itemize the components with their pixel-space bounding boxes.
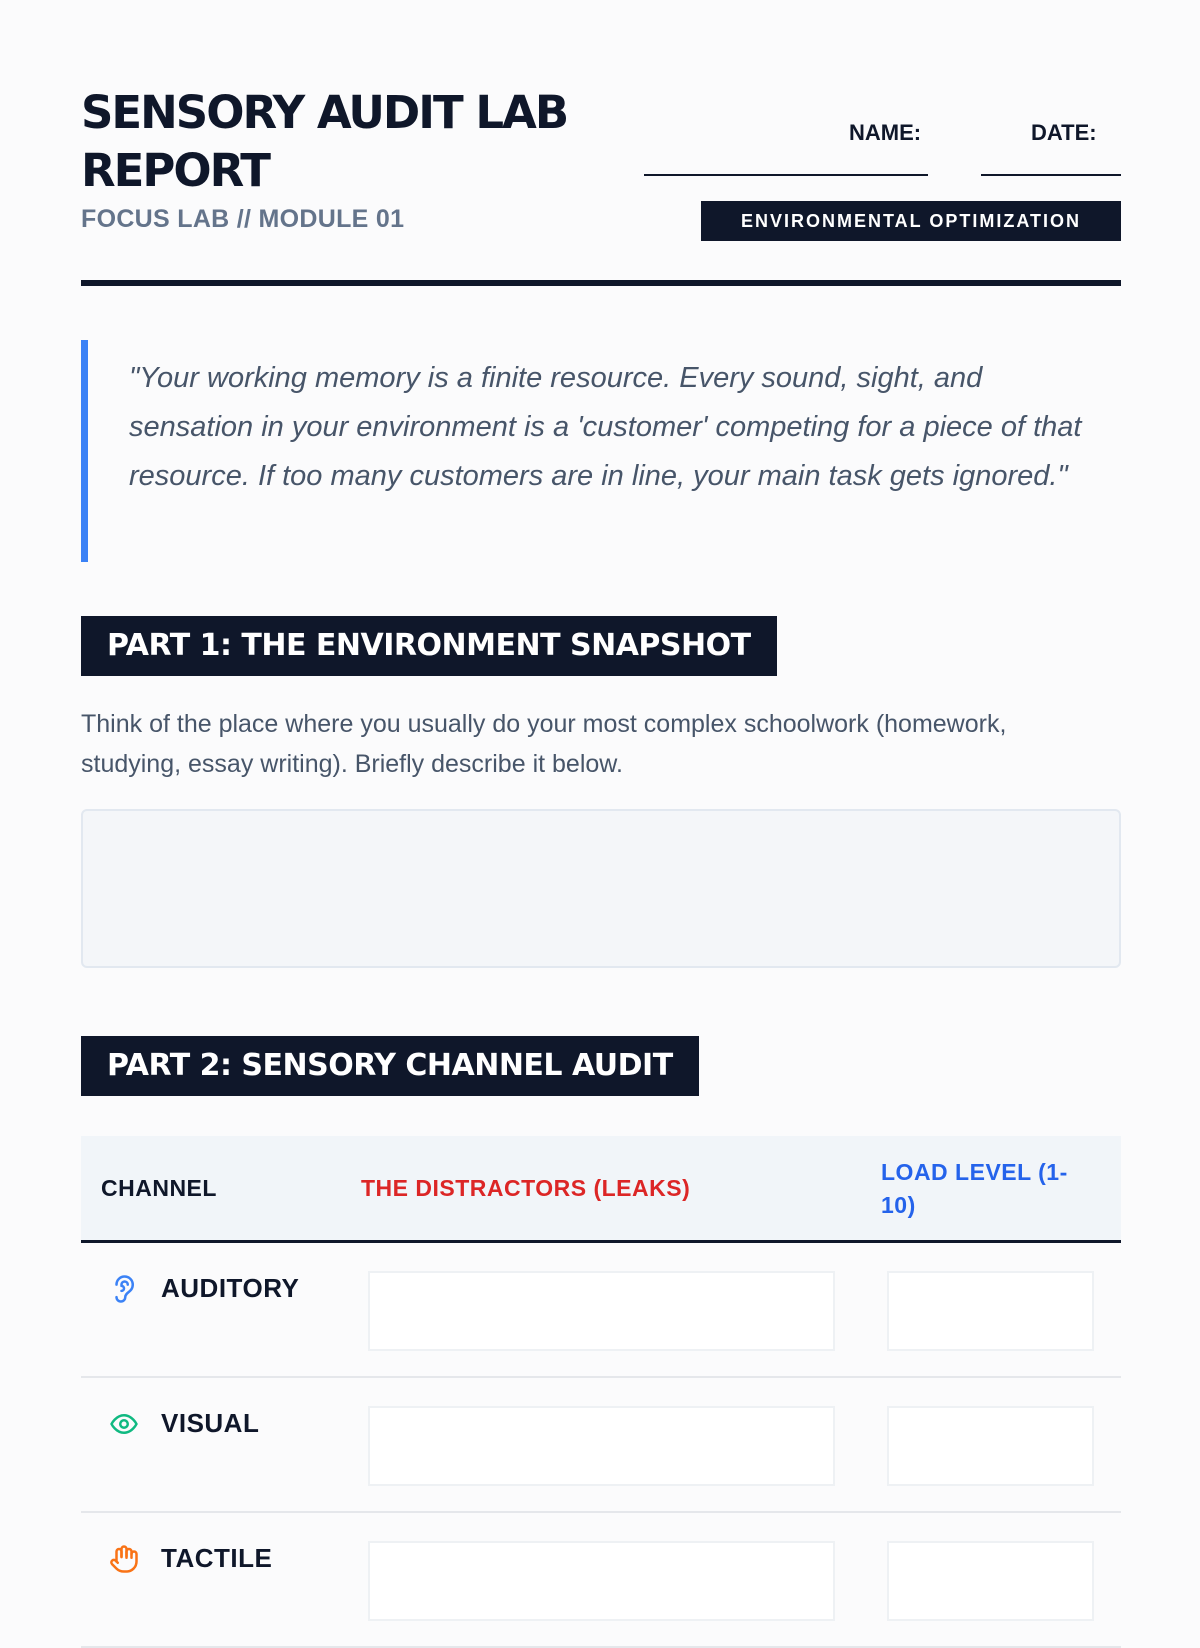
table-row-auditory <box>81 1243 1121 1378</box>
module-tag: ENVIRONMENTAL OPTIMIZATION <box>701 201 1121 241</box>
environment-description-field[interactable] <box>81 809 1121 968</box>
row-label-auditory: AUDITORY <box>161 1273 300 1303</box>
table-row-visual <box>81 1378 1121 1513</box>
hand-icon <box>109 1543 139 1575</box>
part1-heading: PART 1: THE ENVIRONMENT SNAPSHOT <box>81 616 777 676</box>
column-header-load-level: LOAD LEVEL (1-10) <box>881 1159 1068 1218</box>
page-title: SENSORY AUDIT LAB REPORT <box>81 86 568 197</box>
row-label-visual: VISUAL <box>161 1408 260 1438</box>
tactile-distractors-field[interactable] <box>368 1541 835 1621</box>
eye-icon <box>109 1408 139 1440</box>
visual-distractors-field[interactable] <box>368 1406 835 1486</box>
date-label: DATE: <box>1031 120 1097 145</box>
header-divider <box>81 280 1121 286</box>
row-label-tactile: TACTILE <box>161 1543 273 1573</box>
visual-load-field[interactable] <box>887 1406 1094 1486</box>
name-field[interactable] <box>644 174 928 176</box>
header <box>81 0 1121 290</box>
column-header-channel: CHANNEL <box>101 1175 217 1201</box>
audit-table-header <box>81 1136 1121 1243</box>
part2-heading: PART 2: SENSORY CHANNEL AUDIT <box>81 1036 699 1096</box>
quote-block: "Your working memory is a finite resource. Every sound, sight, and sensation in your environment is a 'customer' competing for a piece of that resource. If too many customers are in line, your main task gets ignored." <box>81 340 1121 562</box>
part1-prompt: Think of the place where you usually do your most complex schoolwork (homework, studying, essay writing). Briefly describe it below. <box>81 710 1007 778</box>
tactile-load-field[interactable] <box>887 1541 1094 1621</box>
page-subtitle: FOCUS LAB // MODULE 01 <box>81 205 405 233</box>
worksheet-page <box>81 0 1121 1573</box>
auditory-load-field[interactable] <box>887 1271 1094 1351</box>
table-row-tactile <box>81 1513 1121 1648</box>
column-header-distractors: THE DISTRACTORS (LEAKS) <box>361 1175 691 1201</box>
auditory-distractors-field[interactable] <box>368 1271 835 1351</box>
date-field[interactable] <box>981 174 1121 176</box>
name-label: NAME: <box>849 120 922 145</box>
ear-icon <box>109 1273 139 1305</box>
